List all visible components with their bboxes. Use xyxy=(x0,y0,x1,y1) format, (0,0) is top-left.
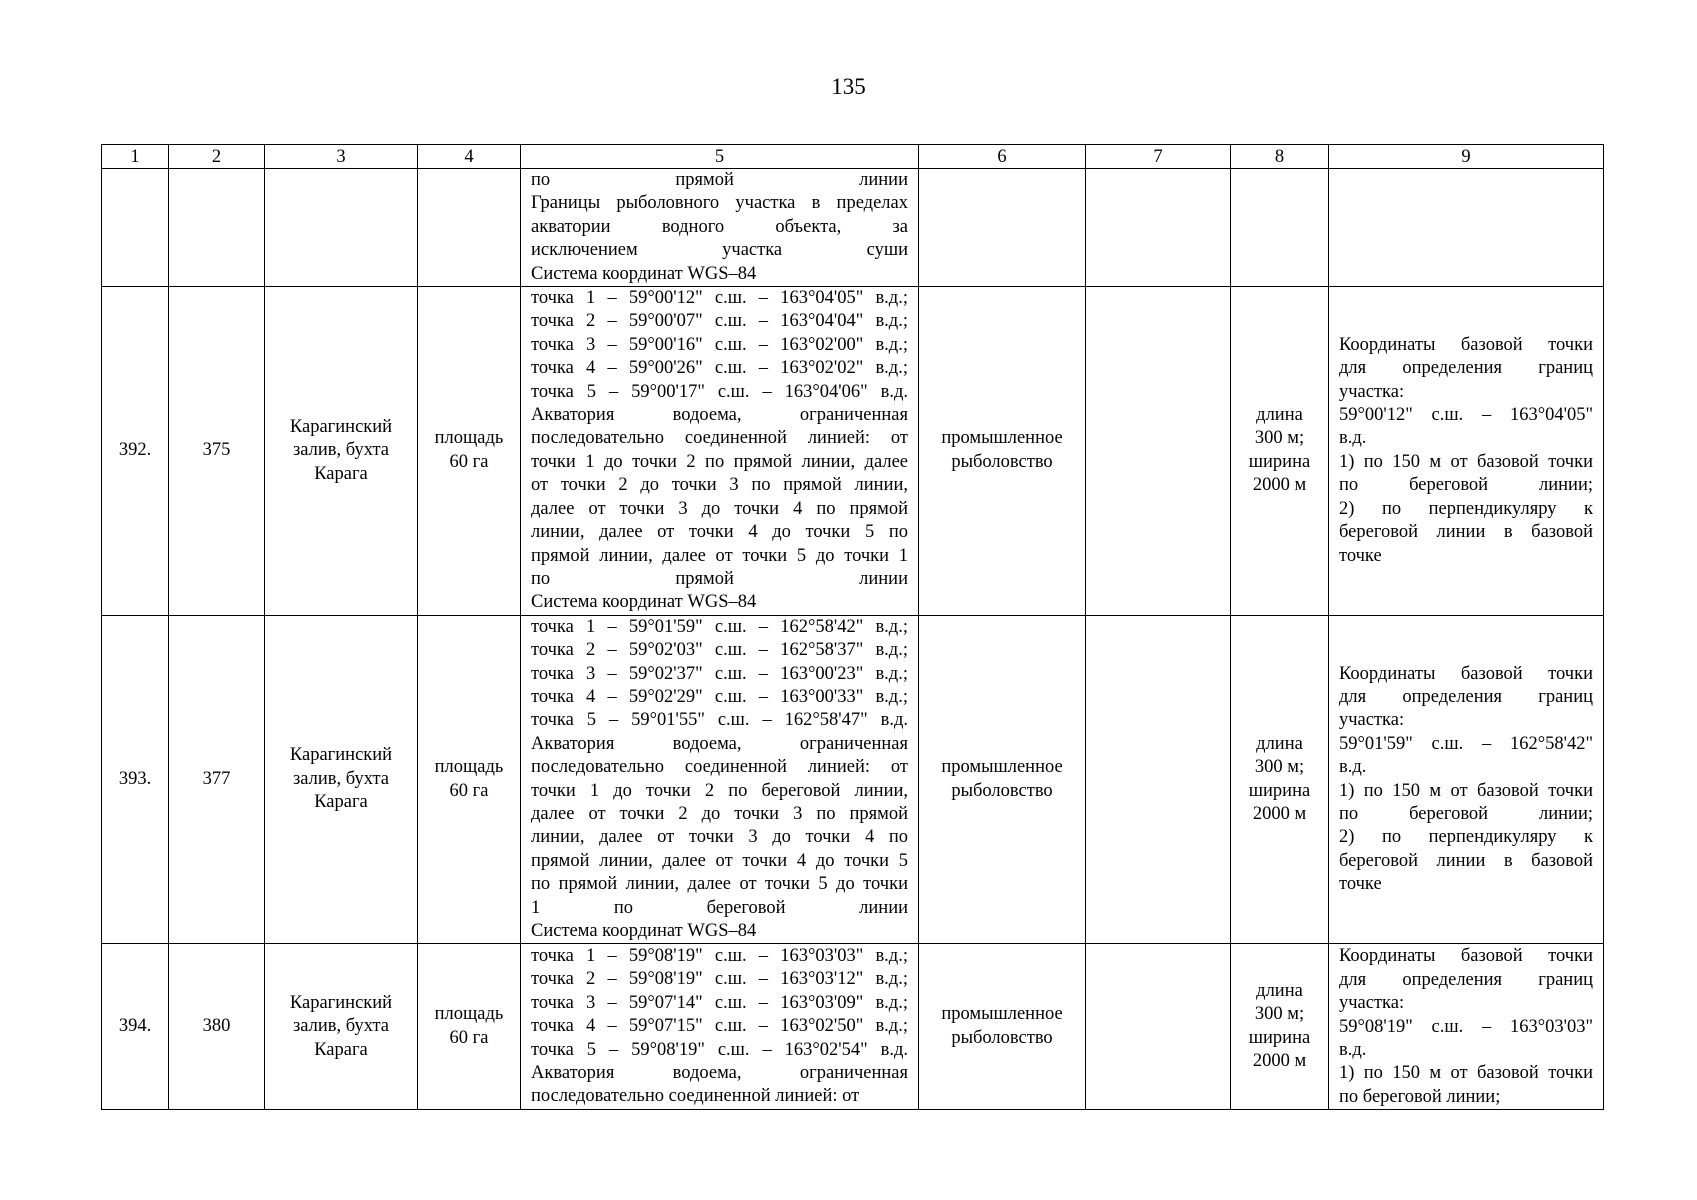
text-line: точка 4 – 59°07'15" с.ш. – 163°02'50" в.д.; xyxy=(531,1016,908,1037)
table-row xyxy=(102,169,1604,287)
text-line: точка 1 – 59°08'19" с.ш. – 163°03'03" в.д.; xyxy=(531,945,908,966)
location-cell xyxy=(265,287,418,616)
text-line: 1) по 150 м от базовой точки xyxy=(1339,780,1593,801)
location-cell xyxy=(265,615,418,944)
row-number-cell xyxy=(102,615,169,944)
table-row xyxy=(102,615,1604,944)
text-line: для определения границ xyxy=(1339,686,1593,707)
text-line: Система координат WGS–84 xyxy=(531,921,757,941)
column-number: 2 xyxy=(169,145,265,169)
text-line: 1) по 150 м от базовой точки xyxy=(1339,1063,1593,1084)
text-line: 59°01'59" с.ш. – 162°58'42" xyxy=(1339,733,1593,754)
location-cell xyxy=(265,944,418,1110)
text-line: для определения границ xyxy=(1339,969,1593,990)
text-line: Акватория водоема, ограниченная xyxy=(531,405,908,426)
text-line: точка 2 – 59°00'07" с.ш. – 163°04'04" в.д.; xyxy=(531,311,908,332)
area-size-cell xyxy=(418,287,521,616)
empty-cell xyxy=(1086,944,1231,1110)
text-line: точка 3 – 59°07'14" с.ш. – 163°03'09" в.д.; xyxy=(531,992,908,1013)
text-line: 2) по перпендикуляру к xyxy=(1339,498,1593,519)
column-number: 6 xyxy=(919,145,1086,169)
cell-text: площадь 60 га xyxy=(434,428,504,472)
text-line: участка: xyxy=(1339,381,1405,402)
usage-type-cell xyxy=(919,169,1086,287)
boundary-description-cell xyxy=(521,615,919,944)
text-line: последовательно соединенной линией: от xyxy=(531,1086,860,1107)
text-line: точки 1 до точки 2 по береговой линии, xyxy=(531,780,908,801)
text-line: точка 1 – 59°01'59" с.ш. – 162°58'42" в.д.; xyxy=(531,616,908,637)
dimensions-cell xyxy=(1231,287,1329,616)
dimensions-cell xyxy=(1231,944,1329,1110)
page-number: 135 xyxy=(831,74,866,99)
cell-text: 393. xyxy=(118,768,152,789)
location-cell xyxy=(265,169,418,287)
cell-text: длина 300 м; ширина 2000 м xyxy=(1248,981,1311,1072)
text-line: Система координат WGS–84 xyxy=(531,592,757,613)
text-line: далее от точки 2 до точки 3 по прямой xyxy=(531,803,908,824)
text-line: исключением участка суши xyxy=(531,240,908,261)
notes-cell xyxy=(1329,615,1604,944)
cell-text: длина 300 м; ширина 2000 м xyxy=(1248,405,1311,496)
text-line: в.д. xyxy=(1339,428,1367,449)
text-line: точка 5 – 59°01'55" с.ш. – 162°58'47" в.д. xyxy=(531,710,908,731)
empty-cell xyxy=(1086,169,1231,287)
dimensions-cell xyxy=(1231,615,1329,944)
text-line: по береговой линии; xyxy=(1339,1086,1501,1107)
text-line: точке xyxy=(1339,874,1382,895)
area-number-cell xyxy=(169,169,265,287)
empty-cell xyxy=(1086,615,1231,944)
usage-type-cell xyxy=(919,944,1086,1110)
cell-text: промышленное рыболовство xyxy=(941,757,1063,801)
notes-cell xyxy=(1329,287,1604,616)
column-number: 3 xyxy=(265,145,418,169)
area-number-cell xyxy=(169,944,265,1110)
text-line: точка 1 – 59°00'12" с.ш. – 163°04'05" в.д.; xyxy=(531,288,908,309)
text-line: точка 5 – 59°08'19" с.ш. – 163°02'54" в.д. xyxy=(531,1039,908,1060)
cell-text: Карагинский залив, бухта Карага xyxy=(289,416,393,484)
text-line: линии, далее от точки 3 до точки 4 по xyxy=(531,827,908,848)
table-row xyxy=(102,287,1604,616)
usage-type-cell xyxy=(919,615,1086,944)
area-size-cell xyxy=(418,944,521,1110)
text-line: 2) по перпендикуляру к xyxy=(1339,827,1593,848)
text-line: точка 5 – 59°00'17" с.ш. – 163°04'06" в.д. xyxy=(531,381,908,402)
column-number: 8 xyxy=(1231,145,1329,169)
cell-text: промышленное рыболовство xyxy=(941,428,1063,472)
empty-cell xyxy=(1086,287,1231,616)
text-line: по береговой линии; xyxy=(1339,475,1593,496)
text-line: прямой линии, далее от точки 5 до точки 1 xyxy=(531,545,908,566)
text-line: Координаты базовой точки xyxy=(1339,663,1593,684)
cell-text: Карагинский залив, бухта Карага xyxy=(289,992,393,1060)
boundary-description-cell xyxy=(521,287,919,616)
dimensions-cell xyxy=(1231,169,1329,287)
text-line: точка 4 – 59°02'29" с.ш. – 163°00'33" в.д.; xyxy=(531,686,908,707)
cell-text: 392. xyxy=(118,440,152,461)
text-line: 1) по 150 м от базовой точки xyxy=(1339,451,1593,472)
text-line: береговой линии в базовой xyxy=(1339,850,1593,871)
cell-text: длина 300 м; ширина 2000 м xyxy=(1248,733,1311,824)
column-number: 1 xyxy=(102,145,169,169)
text-line: по прямой линии, далее от точки 5 до точки xyxy=(531,874,908,895)
row-number-cell xyxy=(102,169,169,287)
text-line: береговой линии в базовой xyxy=(1339,522,1593,543)
text-line: точка 3 – 59°02'37" с.ш. – 163°00'23" в.д.; xyxy=(531,663,908,684)
text-line: точка 2 – 59°02'03" с.ш. – 162°58'37" в.д.; xyxy=(531,640,908,661)
table-body xyxy=(102,145,1604,1110)
text-line: последовательно соединенной линией: от xyxy=(531,428,908,449)
column-number: 5 xyxy=(521,145,919,169)
text-line: в.д. xyxy=(1339,757,1367,778)
area-size-cell xyxy=(418,615,521,944)
text-line: 1 по береговой линии xyxy=(531,897,908,918)
text-line: Акватория водоема, ограниченная xyxy=(531,1062,908,1083)
row-number-cell xyxy=(102,944,169,1110)
text-line: акватории водного объекта, за xyxy=(531,216,908,237)
area-number-cell xyxy=(169,287,265,616)
text-line: линии, далее от точки 4 до точки 5 по xyxy=(531,522,908,543)
cell-text: 375 xyxy=(202,440,231,461)
text-line: по прямой линии xyxy=(531,568,908,589)
cell-text: площадь 60 га xyxy=(434,1004,504,1048)
usage-type-cell xyxy=(919,287,1086,616)
boundary-description-cell xyxy=(521,944,919,1110)
text-line: Границы рыболовного участка в пределах xyxy=(531,193,908,214)
text-line: Система координат WGS–84 xyxy=(531,263,757,284)
column-number: 9 xyxy=(1329,145,1604,169)
text-line: точка 4 – 59°00'26" с.ш. – 163°02'02" в.д.; xyxy=(531,358,908,379)
cell-text: 394. xyxy=(118,1016,152,1037)
text-line: 59°00'12" с.ш. – 163°04'05" xyxy=(1339,405,1593,426)
notes-cell xyxy=(1329,169,1604,287)
text-line: участка: xyxy=(1339,710,1405,731)
text-line: в.д. xyxy=(1339,1040,1367,1061)
column-numbers-row xyxy=(102,145,1604,169)
text-line: точка 3 – 59°00'16" с.ш. – 163°02'00" в.д.; xyxy=(531,334,908,355)
fishing-areas-table xyxy=(101,144,1604,1110)
boundary-description-cell xyxy=(521,169,919,287)
text-line: последовательно соединенной линией: от xyxy=(531,757,908,778)
text-line: Координаты базовой точки xyxy=(1339,334,1593,355)
text-line: прямой линии, далее от точки 4 до точки 5 xyxy=(531,850,908,871)
cell-text: Карагинский залив, бухта Карага xyxy=(289,745,393,813)
notes-cell xyxy=(1329,944,1604,1110)
text-line: точке xyxy=(1339,545,1382,566)
column-number: 4 xyxy=(418,145,521,169)
text-line: Координаты базовой точки xyxy=(1339,946,1593,967)
text-line: точки 1 до точки 2 по прямой линии, далее xyxy=(531,451,908,472)
cell-text: площадь 60 га xyxy=(434,757,504,801)
text-line: по береговой линии; xyxy=(1339,803,1593,824)
cell-text: 380 xyxy=(202,1016,231,1037)
column-number: 7 xyxy=(1086,145,1231,169)
text-line: 59°08'19" с.ш. – 163°03'03" xyxy=(1339,1016,1593,1037)
area-size-cell xyxy=(418,169,521,287)
text-line: далее от точки 3 до точки 4 по прямой xyxy=(531,498,908,519)
text-line: участка: xyxy=(1339,993,1405,1014)
row-number-cell xyxy=(102,287,169,616)
cell-text: 377 xyxy=(202,768,231,789)
cell-text: промышленное рыболовство xyxy=(941,1004,1063,1048)
table-row xyxy=(102,944,1604,1110)
area-number-cell xyxy=(169,615,265,944)
text-line: по прямой линии xyxy=(531,170,908,190)
text-line: от точки 2 до точки 3 по прямой линии, xyxy=(531,475,908,496)
text-line: Акватория водоема, ограниченная xyxy=(531,733,908,754)
text-line: для определения границ xyxy=(1339,358,1593,379)
text-line: точка 2 – 59°08'19" с.ш. – 163°03'12" в.д.; xyxy=(531,969,908,990)
